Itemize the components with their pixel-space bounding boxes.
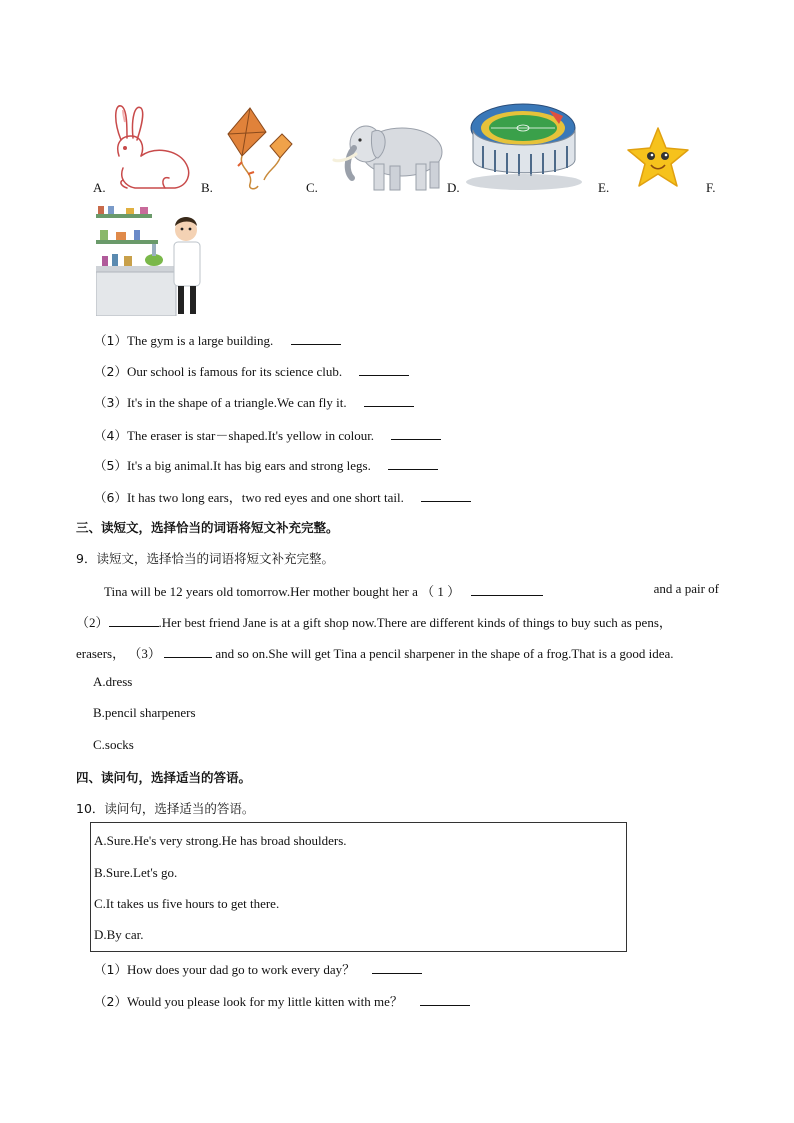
- q8-item: （4）The eraser is star－shaped.It's yellow in colour.: [94, 425, 441, 444]
- word-option: B.pencil sharpeners: [93, 705, 196, 720]
- option-label-e: E.: [598, 180, 610, 195]
- scientist-icon: [96, 204, 208, 316]
- answer-blank[interactable]: [391, 427, 441, 440]
- word-option: A.dress: [93, 674, 133, 689]
- passage-line-3: erasers， （3） and so on.She will get Tina a pencil sharpener in the shape of a frog.That is a good idea.: [76, 646, 674, 661]
- answer-blank[interactable]: [359, 363, 409, 376]
- q8-item: （6）It has two long ears，two red eyes and one short tail.: [94, 487, 471, 506]
- q8-item: （2）Our school is famous for its science club.: [94, 362, 409, 380]
- answer-option: D.By car.: [94, 927, 144, 942]
- q8-item: （1）The gym is a large building.: [94, 331, 341, 349]
- q10-item: （2）Would you please look for my little kitten with me？: [94, 991, 470, 1010]
- question-10-label: 10．读问句，选择适当的答语。: [76, 801, 255, 816]
- q8-item: （5）It's a big animal.It has big ears and strong legs.: [94, 456, 438, 474]
- q8-item: （3）It's in the shape of a triangle.We can fly it.: [94, 393, 414, 411]
- passage-line-2: （2） .Her best friend Jane is at a gift shop now.There are different kinds of things to buy such as pens，: [76, 615, 672, 630]
- answer-blank[interactable]: [364, 394, 414, 407]
- answer-options-box: [90, 822, 627, 952]
- option-label-d: D.: [447, 180, 460, 195]
- answer-blank[interactable]: [388, 457, 438, 470]
- answer-blank[interactable]: [420, 993, 470, 1006]
- passage-blank-1[interactable]: [471, 583, 543, 596]
- section3-heading: 三、读短文，选择恰当的词语将短文补充完整。: [76, 520, 339, 535]
- option-label-a: A.: [93, 180, 106, 195]
- stadium-icon: [463, 98, 585, 192]
- option-label-b: B.: [201, 180, 213, 195]
- option-label-c: C.: [306, 180, 318, 195]
- answer-option: A.Sure.He's very strong.He has broad shoulders.: [94, 833, 347, 848]
- answer-option: C.It takes us five hours to get there.: [94, 896, 280, 911]
- section4-heading: 四、读问句，选择适当的答语。: [76, 770, 252, 785]
- passage-line-1: Tina will be 12 years old tomorrow.Her mother bought her a （ 1 ） and a pair of: [104, 581, 719, 599]
- star-icon: [624, 126, 692, 192]
- word-option: C.socks: [93, 737, 134, 752]
- answer-option: B.Sure.Let's go.: [94, 865, 178, 880]
- kite-icon: [220, 106, 300, 192]
- question-9-label: 9．读短文，选择恰当的词语将短文补充完整。: [76, 551, 334, 566]
- answer-blank[interactable]: [372, 961, 422, 974]
- passage-blank-3[interactable]: [164, 645, 212, 658]
- passage-blank-2[interactable]: [109, 614, 159, 627]
- elephant-icon: [330, 118, 448, 192]
- rabbit-icon: [105, 100, 195, 192]
- answer-blank[interactable]: [291, 332, 341, 345]
- option-label-f: F.: [706, 180, 716, 195]
- q10-item: （1）How does your dad go to work every day？: [94, 959, 422, 978]
- answer-blank[interactable]: [421, 489, 471, 502]
